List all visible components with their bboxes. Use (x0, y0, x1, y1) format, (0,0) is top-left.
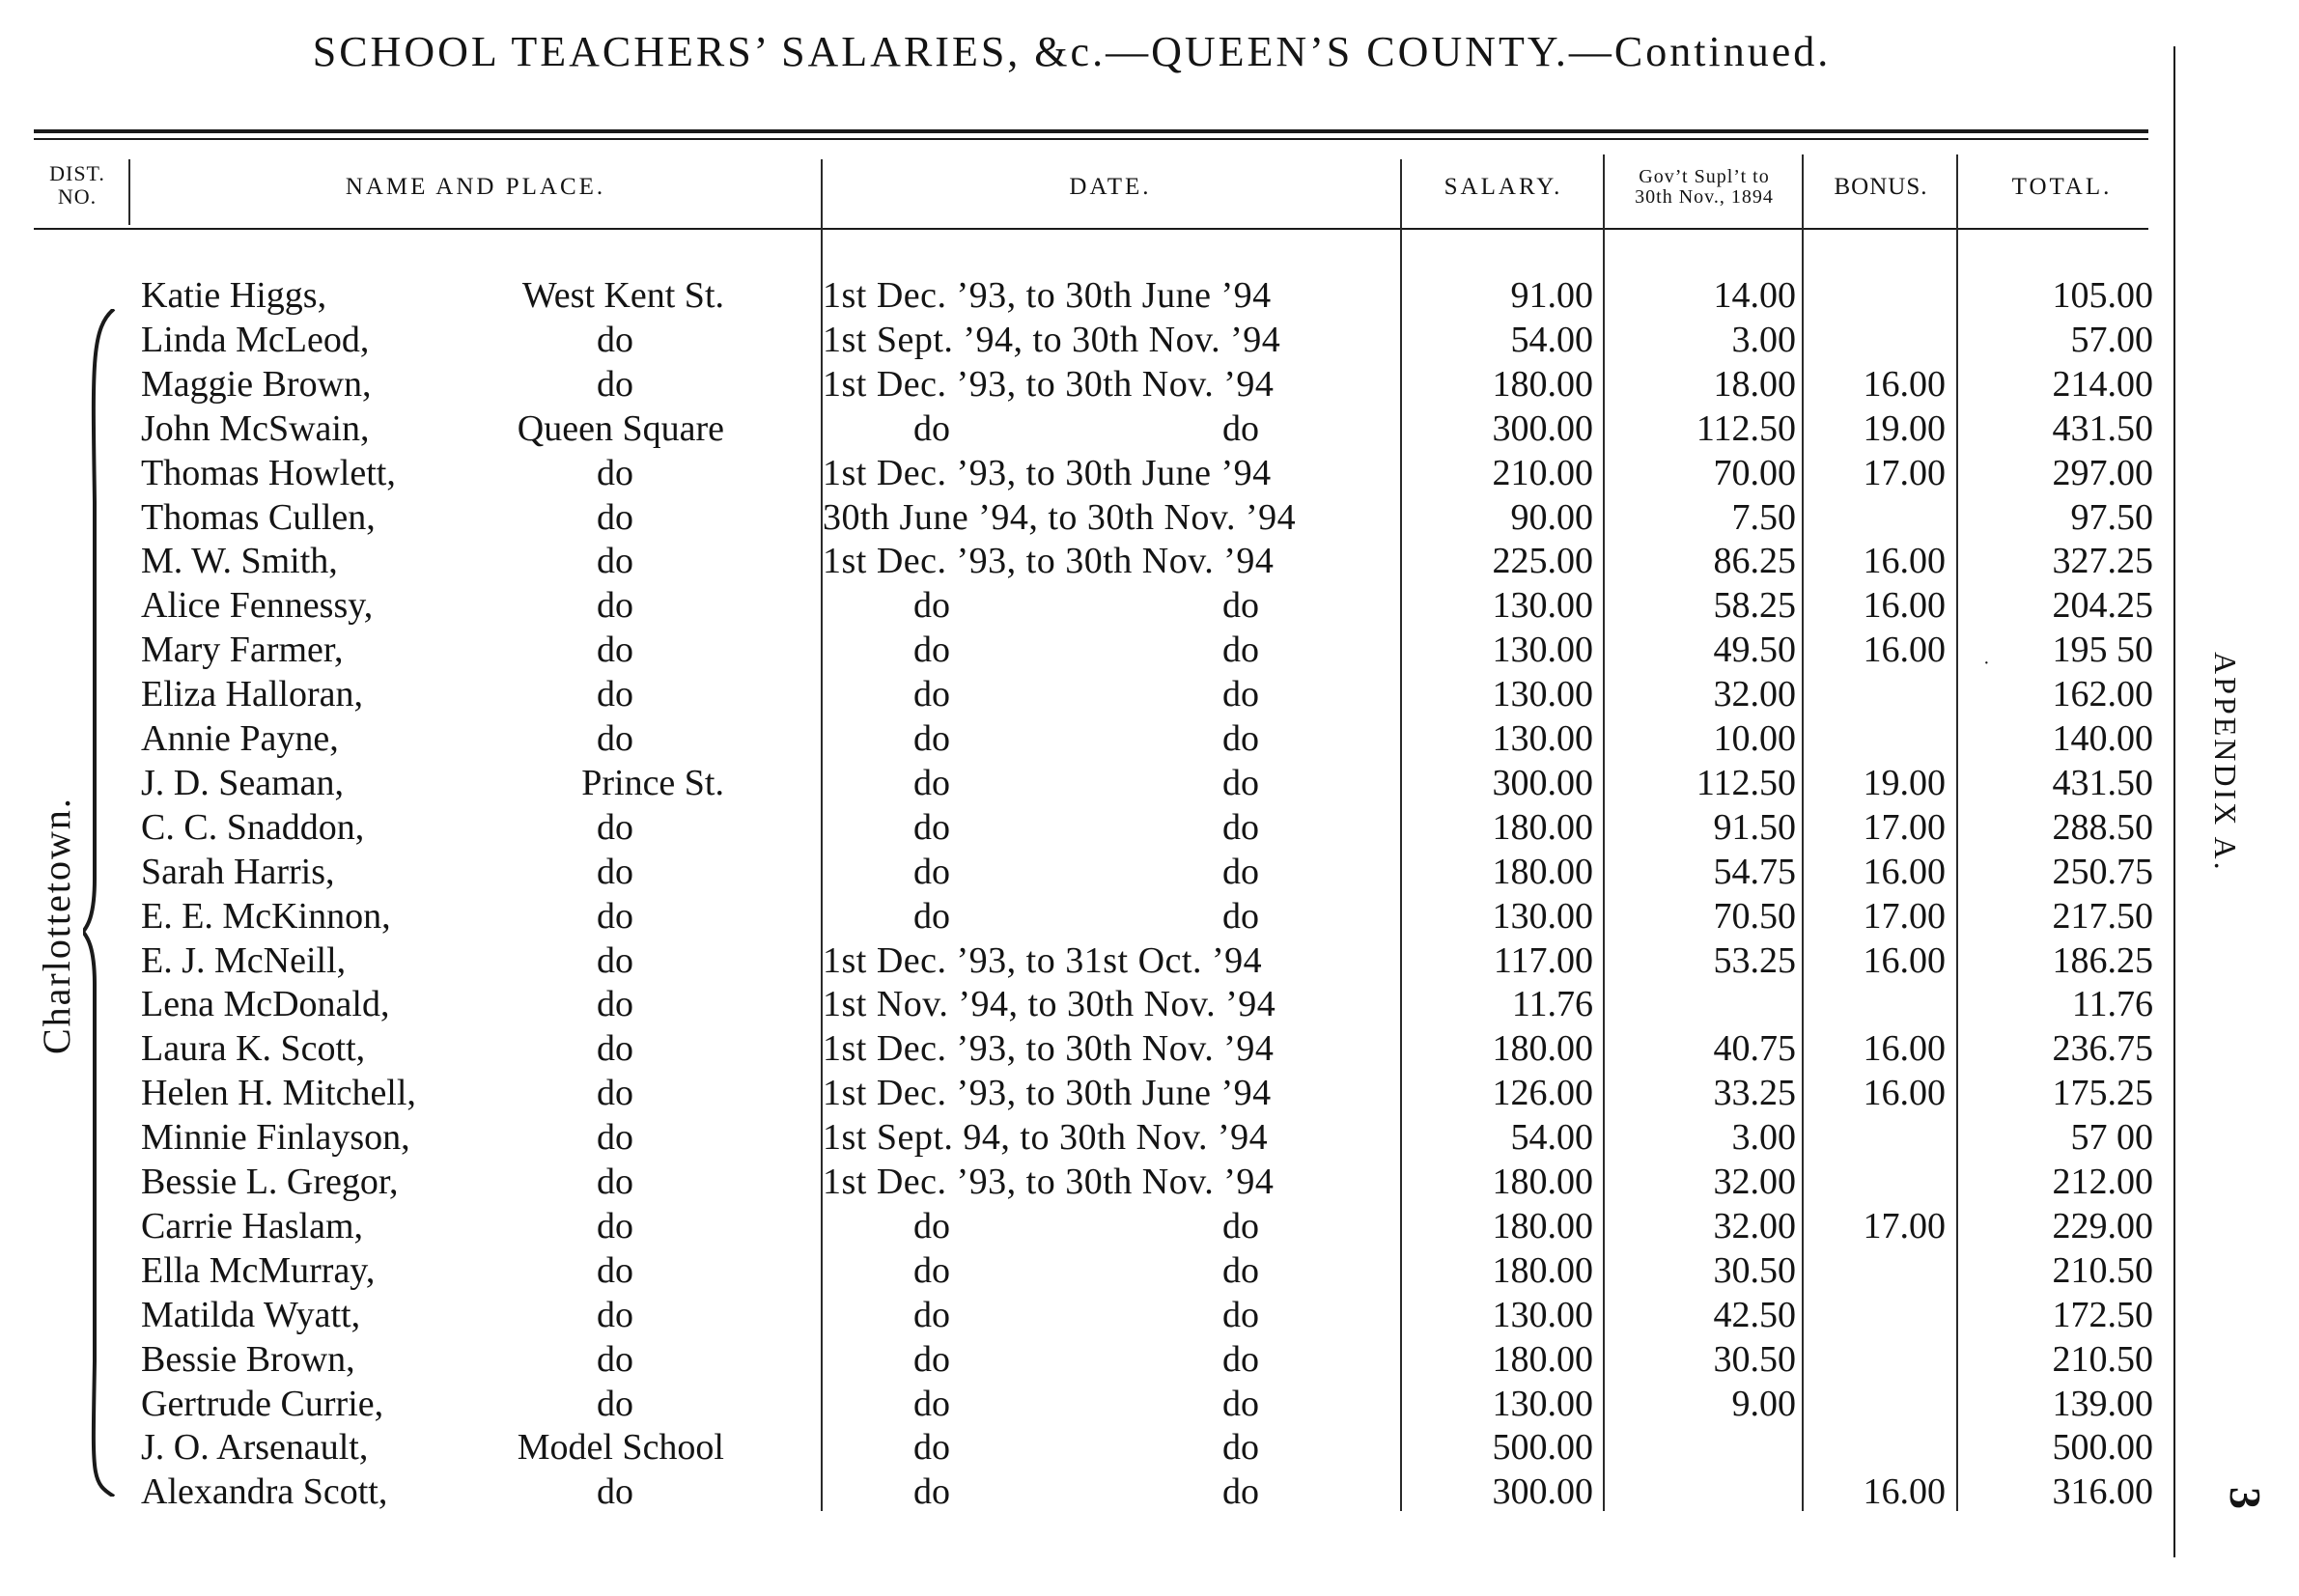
school-place: do (597, 718, 633, 759)
date-ditto-start: do (913, 851, 950, 892)
header-gov-suppl (1605, 167, 1804, 208)
school-place: do (597, 1073, 633, 1114)
teacher-name: Eliza Halloran, (141, 674, 364, 715)
teacher-name: Bessie L. Gregor, (141, 1162, 399, 1202)
teacher-name: John McSwain, (141, 407, 370, 449)
date-ditto-end: do (1222, 1427, 1259, 1469)
bonus-value: 17.00 (1863, 895, 1946, 937)
total-value: 431.50 (2052, 407, 2153, 449)
school-place: do (597, 319, 633, 360)
gov-supplement-value: 30.50 (1713, 1338, 1796, 1380)
date-ditto-start: do (913, 1383, 950, 1424)
teacher-name: Minnie Finlayson, (141, 1117, 410, 1159)
salary-value: 11.76 (1511, 984, 1593, 1025)
teacher-name: Maggie Brown, (141, 363, 372, 405)
date-ditto-end: do (1222, 806, 1259, 848)
header-bottom-rule (34, 228, 2148, 230)
table-row (0, 850, 2163, 894)
table-row (0, 1248, 2163, 1293)
gov-supplement-value: 32.00 (1713, 674, 1796, 715)
table-row (0, 1071, 2163, 1115)
school-place: do (597, 895, 633, 937)
gov-supplement-value: 70.50 (1713, 895, 1796, 937)
table-row (0, 805, 2163, 850)
total-value: 97.50 (2070, 496, 2153, 538)
teacher-name: Annie Payne, (141, 718, 339, 759)
gov-supplement-value: 10.00 (1713, 718, 1796, 759)
salary-value: 130.00 (1492, 630, 1593, 671)
total-value: 217.50 (2052, 895, 2153, 937)
date-ditto-start: do (913, 1294, 950, 1335)
table-row (0, 539, 2163, 583)
header-gov-line2: 30th Nov., 1894 (1635, 186, 1774, 208)
date-ditto-end: do (1222, 1205, 1259, 1246)
gov-supplement-value: 53.25 (1713, 939, 1796, 981)
page-title: SCHOOL TEACHERS’ SALARIES, &c.—QUEEN’S COUNTY.—Continued. (312, 28, 1832, 75)
teacher-name: Lena McDonald, (141, 984, 390, 1025)
date-range: 1st Dec. ’93, to 30th Nov. ’94 (823, 363, 1275, 405)
table-row (0, 362, 2163, 406)
total-value: 431.50 (2052, 762, 2153, 803)
teacher-name: Bessie Brown, (141, 1338, 355, 1380)
total-value: 327.25 (2052, 541, 2153, 582)
teacher-name: Thomas Cullen, (141, 496, 376, 538)
school-place: do (597, 1471, 633, 1513)
salary-value: 300.00 (1492, 407, 1593, 449)
total-value: 139.00 (2052, 1383, 2153, 1424)
school-place: do (597, 1162, 633, 1202)
date-ditto-start: do (913, 1427, 950, 1469)
date-ditto-end: do (1222, 1249, 1259, 1291)
date-range: 30th June ’94, to 30th Nov. ’94 (823, 496, 1297, 538)
gov-supplement-value: 33.25 (1713, 1073, 1796, 1114)
salary-value: 91.00 (1510, 275, 1593, 316)
school-place: West Kent St. (521, 275, 724, 316)
bonus-value: 17.00 (1863, 1205, 1946, 1246)
teacher-name: Alexandra Scott, (141, 1471, 388, 1513)
teacher-name: Alice Fennessy, (141, 585, 374, 627)
table-row (0, 982, 2163, 1026)
gov-supplement-value: 7.50 (1731, 496, 1796, 538)
gov-supplement-value: 32.00 (1713, 1205, 1796, 1246)
salary-value: 130.00 (1492, 585, 1593, 627)
teacher-name: Katie Higgs, (141, 275, 327, 316)
gov-supplement-value: 91.50 (1713, 806, 1796, 848)
table-row (0, 1382, 2163, 1426)
table-row (0, 1293, 2163, 1337)
salary-value: 300.00 (1492, 1471, 1593, 1513)
teacher-name: Linda McLeod, (141, 319, 370, 360)
salary-value: 130.00 (1492, 718, 1593, 759)
date-ditto-start: do (913, 895, 950, 937)
table-row (0, 1026, 2163, 1071)
school-place: do (597, 1338, 633, 1380)
header-dist-line2: NO. (57, 184, 98, 209)
total-value: 316.00 (2052, 1471, 2153, 1513)
school-place: do (597, 1117, 633, 1159)
gov-supplement-value: 112.50 (1696, 407, 1796, 449)
school-place: Queen Square (517, 407, 724, 449)
gov-supplement-value: 9.00 (1731, 1383, 1796, 1424)
salary-value: 180.00 (1492, 1249, 1593, 1291)
date-ditto-end: do (1222, 718, 1259, 759)
bonus-value: 16.00 (1863, 585, 1946, 627)
top-rule-thick (34, 129, 2148, 133)
header-salary: SALARY. (1444, 174, 1563, 200)
date-ditto-end: do (1222, 407, 1259, 449)
salary-value: 54.00 (1510, 319, 1593, 360)
gov-supplement-value: 14.00 (1713, 275, 1796, 316)
table-row (0, 1337, 2163, 1382)
table-row (0, 1204, 2163, 1248)
date-ditto-end: do (1222, 851, 1259, 892)
table-row (0, 1470, 2163, 1514)
table-row (0, 716, 2163, 761)
date-ditto-end: do (1222, 630, 1259, 671)
total-value: 297.00 (2052, 452, 2153, 493)
date-range: 1st Dec. ’93, to 31st Oct. ’94 (823, 939, 1263, 981)
school-place: do (597, 939, 633, 981)
bonus-value: 19.00 (1863, 407, 1946, 449)
school-place: Model School (517, 1427, 724, 1469)
total-value: 175.25 (2052, 1073, 2153, 1114)
salary-value: 130.00 (1492, 674, 1593, 715)
date-ditto-start: do (913, 762, 950, 803)
total-value: 105.00 (2052, 275, 2153, 316)
teacher-name: E. J. McNeill, (141, 939, 347, 981)
stray-mark: · (1983, 653, 1990, 674)
bonus-value: 17.00 (1863, 806, 1946, 848)
date-range: 1st Dec. ’93, to 30th Nov. ’94 (823, 1028, 1275, 1070)
total-value: 288.50 (2052, 806, 2153, 848)
teacher-name: J. D. Seaman, (141, 762, 345, 803)
table-row (0, 273, 2163, 318)
teacher-name: Thomas Howlett, (141, 452, 396, 493)
school-place: do (597, 806, 633, 848)
header-total: TOTAL. (2011, 174, 2113, 200)
salary-value: 180.00 (1492, 1338, 1593, 1380)
header-dist-no (29, 162, 126, 209)
school-place: do (597, 1294, 633, 1335)
school-place: Prince St. (581, 762, 724, 803)
right-margin-rule (2173, 46, 2175, 1557)
total-value: 195 50 (2052, 630, 2153, 671)
school-place: do (597, 452, 633, 493)
salary-value: 180.00 (1492, 1205, 1593, 1246)
gov-supplement-value: 30.50 (1713, 1249, 1796, 1291)
salary-value: 130.00 (1492, 1294, 1593, 1335)
gov-supplement-value: 54.75 (1713, 851, 1796, 892)
salary-value: 90.00 (1510, 496, 1593, 538)
salary-value: 130.00 (1492, 895, 1593, 937)
total-value: 210.50 (2052, 1338, 2153, 1380)
bonus-value: 16.00 (1863, 851, 1946, 892)
gov-supplement-value: 40.75 (1713, 1028, 1796, 1070)
salary-value: 180.00 (1492, 1028, 1593, 1070)
salary-value: 117.00 (1493, 939, 1593, 981)
date-ditto-start: do (913, 806, 950, 848)
header-date: DATE. (1069, 174, 1152, 200)
total-value: 186.25 (2052, 939, 2153, 981)
date-ditto-start: do (913, 1338, 950, 1380)
total-value: 57.00 (2070, 319, 2153, 360)
table-row (0, 761, 2163, 805)
header-dist-line1: DIST. (49, 161, 105, 185)
table-row (0, 1115, 2163, 1160)
teacher-name: E. E. McKinnon, (141, 895, 391, 937)
date-range: 1st Sept. ’94, to 30th Nov. ’94 (823, 319, 1281, 360)
gov-supplement-value: 112.50 (1696, 762, 1796, 803)
date-range: 1st Nov. ’94, to 30th Nov. ’94 (823, 984, 1276, 1025)
table-row (0, 495, 2163, 540)
date-ditto-start: do (913, 585, 950, 627)
teacher-name: Ella McMurray, (141, 1249, 376, 1291)
table-row (0, 318, 2163, 362)
school-place: do (597, 851, 633, 892)
date-range: 1st Dec. ’93, to 30th Nov. ’94 (823, 1162, 1275, 1202)
table-row (0, 1425, 2163, 1470)
teacher-name: Sarah Harris, (141, 851, 335, 892)
gov-supplement-value: 49.50 (1713, 630, 1796, 671)
salary-value: 225.00 (1492, 541, 1593, 582)
header-gov-line1: Gov’t Supl’t to (1639, 166, 1770, 187)
table-row (0, 894, 2163, 938)
total-value: 210.50 (2052, 1249, 2153, 1291)
salary-value: 210.00 (1492, 452, 1593, 493)
salary-value: 180.00 (1492, 1162, 1593, 1202)
teacher-name: C. C. Snaddon, (141, 806, 365, 848)
col-divider-dist (128, 159, 130, 225)
bonus-value: 16.00 (1863, 630, 1946, 671)
total-value: 11.76 (2071, 984, 2153, 1025)
date-ditto-start: do (913, 1249, 950, 1291)
table-row (0, 628, 2163, 672)
total-value: 229.00 (2052, 1205, 2153, 1246)
bonus-value: 17.00 (1863, 452, 1946, 493)
gov-supplement-value: 18.00 (1713, 363, 1796, 405)
bonus-value: 16.00 (1863, 541, 1946, 582)
total-value: 172.50 (2052, 1294, 2153, 1335)
total-value: 500.00 (2052, 1427, 2153, 1469)
bonus-value: 16.00 (1863, 363, 1946, 405)
table-row (0, 583, 2163, 628)
salary-value: 180.00 (1492, 851, 1593, 892)
bonus-value: 16.00 (1863, 1073, 1946, 1114)
bonus-value: 16.00 (1863, 939, 1946, 981)
date-ditto-end: do (1222, 1383, 1259, 1424)
school-place: do (597, 496, 633, 538)
appendix-label: APPENDIX A. (2208, 652, 2243, 873)
school-place: do (597, 541, 633, 582)
table-row (0, 1160, 2163, 1204)
teacher-name: Helen H. Mitchell, (141, 1073, 416, 1114)
table-row (0, 672, 2163, 716)
teacher-name: Mary Farmer, (141, 630, 344, 671)
salary-value: 180.00 (1492, 806, 1593, 848)
date-ditto-start: do (913, 630, 950, 671)
salary-value: 54.00 (1510, 1117, 1593, 1159)
school-place: do (597, 674, 633, 715)
salary-value: 500.00 (1492, 1427, 1593, 1469)
gov-supplement-value: 58.25 (1713, 585, 1796, 627)
date-ditto-end: do (1222, 762, 1259, 803)
date-ditto-end: do (1222, 1294, 1259, 1335)
total-value: 57 00 (2070, 1117, 2153, 1159)
school-place: do (597, 630, 633, 671)
date-ditto-start: do (913, 674, 950, 715)
teacher-name: M. W. Smith, (141, 541, 338, 582)
header-bonus: BONUS. (1834, 174, 1928, 200)
gov-supplement-value: 3.00 (1731, 319, 1796, 360)
table-row (0, 451, 2163, 495)
header-name-place: NAME AND PLACE. (345, 174, 606, 200)
teacher-name: Gertrude Currie, (141, 1383, 384, 1424)
date-ditto-start: do (913, 407, 950, 449)
teacher-name: Matilda Wyatt, (141, 1294, 361, 1335)
date-ditto-end: do (1222, 585, 1259, 627)
total-value: 214.00 (2052, 363, 2153, 405)
table-row (0, 406, 2163, 451)
bonus-value: 16.00 (1863, 1028, 1946, 1070)
date-ditto-end: do (1222, 1471, 1259, 1513)
date-range: 1st Dec. ’93, to 30th June ’94 (823, 1073, 1272, 1114)
date-ditto-start: do (913, 1471, 950, 1513)
school-place: do (597, 363, 633, 405)
date-ditto-end: do (1222, 1338, 1259, 1380)
date-range: 1st Dec. ’93, to 30th June ’94 (823, 275, 1272, 316)
salary-value: 126.00 (1492, 1073, 1593, 1114)
salary-value: 180.00 (1492, 363, 1593, 405)
total-value: 204.25 (2052, 585, 2153, 627)
total-value: 250.75 (2052, 851, 2153, 892)
table-row (0, 938, 2163, 983)
school-place: do (597, 585, 633, 627)
gov-supplement-value: 42.50 (1713, 1294, 1796, 1335)
date-ditto-start: do (913, 1205, 950, 1246)
date-range: 1st Dec. ’93, to 30th June ’94 (823, 452, 1272, 493)
bonus-value: 16.00 (1863, 1471, 1946, 1513)
date-range: 1st Sept. 94, to 30th Nov. ’94 (823, 1117, 1269, 1159)
total-value: 162.00 (2052, 674, 2153, 715)
date-range: 1st Dec. ’93, to 30th Nov. ’94 (823, 541, 1275, 582)
district-label: Charlottetown. (35, 797, 78, 1054)
gov-supplement-value: 3.00 (1731, 1117, 1796, 1159)
salary-value: 300.00 (1492, 762, 1593, 803)
bonus-value: 19.00 (1863, 762, 1946, 803)
school-place: do (597, 1383, 633, 1424)
date-ditto-end: do (1222, 674, 1259, 715)
gov-supplement-value: 70.00 (1713, 452, 1796, 493)
gov-supplement-value: 86.25 (1713, 541, 1796, 582)
teacher-name: J. O. Arsenault, (141, 1427, 369, 1469)
total-value: 140.00 (2052, 718, 2153, 759)
teacher-name: Carrie Haslam, (141, 1205, 364, 1246)
total-value: 212.00 (2052, 1162, 2153, 1202)
date-ditto-start: do (913, 718, 950, 759)
school-place: do (597, 1249, 633, 1291)
date-ditto-end: do (1222, 895, 1259, 937)
school-place: do (597, 1205, 633, 1246)
salary-value: 130.00 (1492, 1383, 1593, 1424)
school-place: do (597, 984, 633, 1025)
gov-supplement-value: 32.00 (1713, 1162, 1796, 1202)
page-number: 3 (2221, 1487, 2270, 1509)
school-place: do (597, 1028, 633, 1070)
top-rule-thin (34, 138, 2148, 140)
total-value: 236.75 (2052, 1028, 2153, 1070)
teacher-name: Laura K. Scott, (141, 1028, 366, 1070)
